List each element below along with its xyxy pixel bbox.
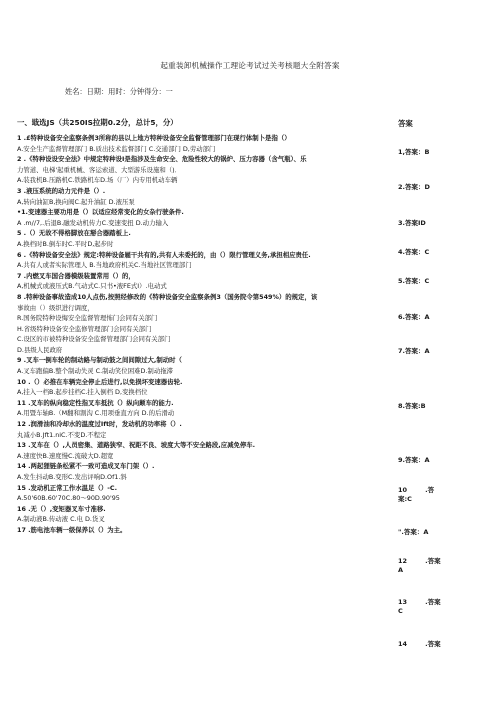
question-option-line: A .m//7,.后退B.融发动机传力C.变速变扭 D.动力输入 bbox=[17, 218, 169, 227]
exam-meta-line: 姓名：日期：用时：分钟得分：一 bbox=[65, 87, 173, 96]
answer-entry: 1,答案：B bbox=[398, 148, 430, 156]
question-option-line: A,转向油缸B,换向阀C.起升油缸 D.液压泵 bbox=[17, 197, 135, 206]
question-option-line: 事故由（）级织进行调度， bbox=[17, 303, 94, 312]
question-stem-line: 14 .两起狸链条松紧不一致可造成叉车门架（）. bbox=[17, 462, 155, 471]
question-stem-line: 5 .（）无故不得格脚放在掰合器踏板上. bbox=[17, 229, 131, 238]
question-option-line: A.速度快B.速度慢C.流破大D.超宽 bbox=[17, 451, 114, 460]
answer-entry: 12 .答案 A bbox=[398, 557, 441, 574]
document-title: 起重装卸机械操作工理论考试过关考核题大全附答案 bbox=[160, 61, 340, 70]
answer-entry: 6.答案：A bbox=[398, 313, 430, 321]
question-option-line: 力管道、电梯'起重机械、客运索道、大型游乐设施和（)． bbox=[17, 165, 182, 174]
question-option-line: R.国务院特种设悔安全监督管理怖门会同有关部门 bbox=[17, 314, 158, 323]
answer-entry: 8.答案:B bbox=[398, 402, 426, 410]
question-option-line: A.发生抖动B.变形C.发出评响D.Of1.斜 bbox=[17, 473, 127, 481]
answer-entry: 2.答案：D bbox=[398, 183, 430, 191]
section-heading: 一、戢选JS（共250IS拉期0.2分，总计5，分） bbox=[17, 118, 178, 127]
question-stem-line: •1.变速器主要功用是（）以适应经常变化的女杂行驶条件. bbox=[17, 208, 184, 217]
question-option-line: A.50'60B.60'70C.80～90D.90'95 bbox=[17, 494, 120, 503]
question-option-line: A.安全生产监督管理部门 B.质出技术监督部门 C.交通部门 D,劳动部门 bbox=[17, 144, 216, 153]
question-stem-line: 2 .《特种设设安全法》中规定特种设I是指涉及生命安全、危险性较大的锅炉、压力容器（含气瓶）、乐 bbox=[17, 155, 307, 164]
question-column bbox=[17, 133, 389, 536]
question-stem-line: 13 .叉车在（）,人员密集、道路狭窄、祝距不良、坡度大等不安全路段,应减免停车. bbox=[17, 441, 256, 450]
question-stem-line: 6 .《特种设备安全法》规定:特种设备屣干共有的,共有人未委托的，由（）限行管理义务,承担相应贵任. bbox=[17, 250, 311, 259]
question-stem-line: 7 .内燃叉车国合器模级装置常用（）的， bbox=[17, 271, 135, 280]
question-stem-line: 15 .发动机正常工作水温足（）-C. bbox=[17, 483, 118, 492]
question-stem-line: 9 .叉车一倒车轮的制动路与制动鼓之间间隙过大,制动时（ bbox=[17, 356, 182, 365]
question-option-line: A.共有人或者实际管理人 B.当地政府机关C.当地社区管理部门 bbox=[17, 261, 192, 270]
question-option-line: A.换档时B.倒车时C.平时D,起步时 bbox=[17, 239, 114, 248]
question-option-line: A,挂入一档B.起步挂档C.挂入倒档 D,变换档位 bbox=[17, 388, 148, 397]
question-stem-line: 3 .液压系统的动力元件是（）. bbox=[17, 186, 106, 195]
answer-entry: 7.答案：A bbox=[398, 347, 430, 355]
question-option-line: A.叉车跑偏B.整个制动失灵 C.制动笑位困难D.制动拖滞 bbox=[17, 367, 173, 376]
question-option-line: H.省级特种设备安全监修管理部门会同有关部门 bbox=[17, 324, 152, 333]
question-option-line: 丸减小B.Jft1.niC.不变D.不程定 bbox=[17, 430, 107, 439]
question-stem-line: 8 .特种设备事故造成10人点伤,按照经修改的《特种设备安全监察条例3（国务院令第549%）的规定，该 bbox=[17, 292, 318, 301]
question-option-line: C.设区的市被特种设备安全监督管理部门会同有关部门 bbox=[17, 335, 171, 344]
question-stem-line: 10 .（）必推在车辆完全停止后进行,以免损坏变速器齿轮. bbox=[17, 377, 183, 386]
question-option-line: A.制动液B.传动液 C.电 D.货叉 bbox=[17, 515, 105, 524]
question-option-line: A.装我机B.压路机C.铁路机车D.场（厂）内专用机动车辆 bbox=[17, 176, 178, 185]
question-option-line: A.用暨车轴B.（M翻和割沟 C.用项垂直方向 D.的后滑动 bbox=[17, 409, 175, 418]
answer-entry: 4.答案：C bbox=[398, 248, 430, 256]
answer-entry: 9.答案：A bbox=[398, 456, 430, 464]
answer-entry: 14 .答案 bbox=[398, 640, 441, 648]
question-stem-line: 12 .润滑油和冷却水的温度过Ift时，发动机的功率将（）. bbox=[17, 420, 182, 429]
answer-column-header: 答案 bbox=[398, 119, 413, 128]
answer-entry: 13 .答案 C bbox=[398, 598, 441, 615]
answer-entry: 10 .答 案:C bbox=[398, 486, 435, 503]
question-stem-line: 11 .叉车的纵向稳定性指叉车抵抗（）纵向颠车的能力. bbox=[17, 398, 174, 407]
question-stem-line: 17 .筋电池车辆一级保养以（）为主。 bbox=[17, 525, 127, 534]
question-option-line: A,机械式或液压式B.气动式C.只书•液FE式I）.电动式 bbox=[17, 282, 167, 291]
question-stem-line: 1 .£特种设备安全监察条例3所称的县以上地方特种设备安全监督管理部门在现行体制卜是指（） bbox=[17, 134, 291, 142]
answer-entry: 3.答案ID bbox=[398, 219, 426, 227]
question-stem-line: 16 .无（）,变矩器叉车寸准移. bbox=[17, 504, 106, 513]
question-option-line: D.县级人民政府 bbox=[17, 345, 63, 354]
answer-entry: 5.答案：C bbox=[398, 277, 430, 285]
answer-entry: ".答案：A bbox=[398, 528, 429, 536]
